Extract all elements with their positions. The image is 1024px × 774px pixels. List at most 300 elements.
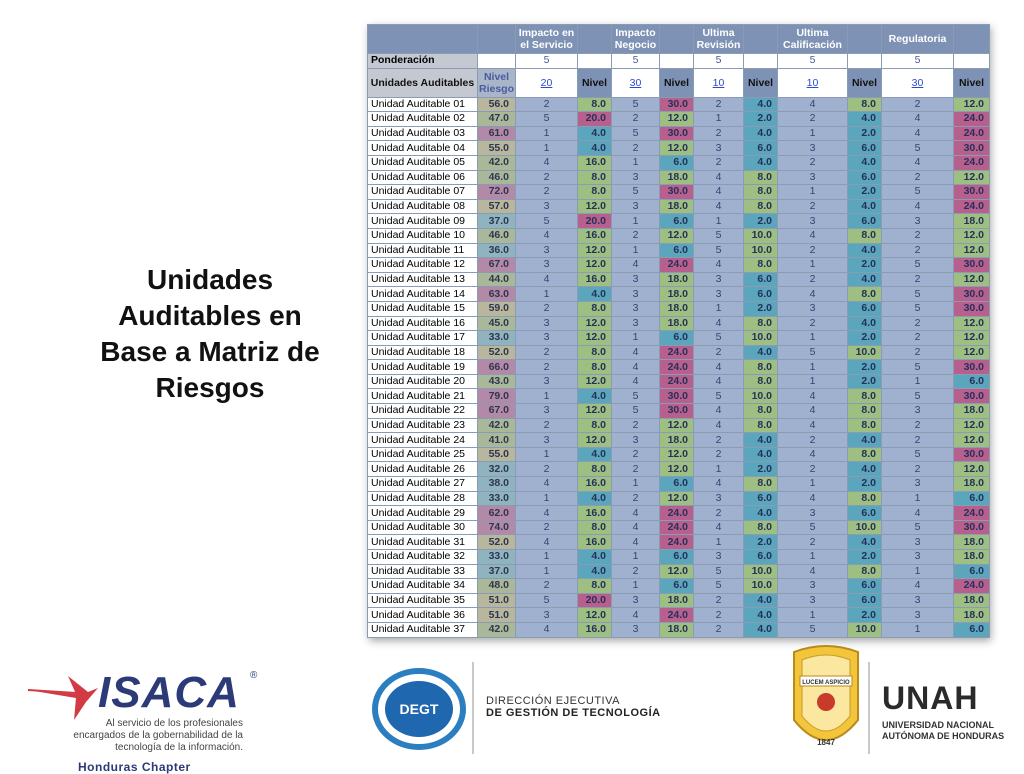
- unit-name: Unidad Auditable 22: [368, 404, 478, 419]
- nivel-cell: 8.0: [848, 447, 882, 462]
- nivel-cell: 2.0: [744, 301, 778, 316]
- nivel-cell: 8.0: [578, 462, 612, 477]
- score-cell: 5: [694, 389, 744, 404]
- unit-name: Unidad Auditable 16: [368, 316, 478, 331]
- score-cell: 5: [612, 97, 660, 112]
- risk-level: 33.0: [478, 331, 516, 346]
- table-row: [368, 389, 990, 404]
- nivel-cell: 4.0: [848, 462, 882, 477]
- risk-level: 52.0: [478, 345, 516, 360]
- nivel-cell: 8.0: [744, 477, 778, 492]
- score-cell: 5: [882, 520, 954, 535]
- isaca-chapter: Honduras Chapter: [78, 760, 191, 774]
- nivel-cell: 6.0: [954, 622, 990, 637]
- nivel-cell: 4.0: [578, 564, 612, 579]
- nivel-cell: 16.0: [578, 506, 612, 521]
- score-cell: 4: [694, 477, 744, 492]
- table-row: [368, 301, 990, 316]
- nivel-cell: 24.0: [660, 506, 694, 521]
- nivel-cell: 30.0: [954, 258, 990, 273]
- score-cell: 2: [778, 272, 848, 287]
- weight-link-text[interactable]: 30: [911, 76, 924, 89]
- score-cell: 4: [694, 258, 744, 273]
- score-cell: 2: [778, 433, 848, 448]
- score-cell: 5: [694, 564, 744, 579]
- degt-text: [486, 695, 661, 719]
- nivel-cell: 12.0: [578, 316, 612, 331]
- tagline-line: tecnología de la información.: [115, 742, 243, 753]
- unit-name: Unidad Auditable 02: [368, 112, 478, 127]
- nivel-cell: 4.0: [848, 155, 882, 170]
- nivel-cell: 4.0: [848, 272, 882, 287]
- score-cell: 3: [778, 141, 848, 156]
- nivel-cell: 12.0: [954, 170, 990, 185]
- nivel-cell: 12.0: [578, 243, 612, 258]
- score-cell: 1: [778, 258, 848, 273]
- score-cell: 5: [516, 112, 578, 127]
- nivel-cell: 30.0: [954, 360, 990, 375]
- score-cell: 2: [694, 608, 744, 623]
- score-cell: 2: [612, 418, 660, 433]
- score-cell: 3: [778, 301, 848, 316]
- blank-cell: [848, 25, 882, 54]
- unit-name: Unidad Auditable 13: [368, 272, 478, 287]
- score-cell: 3: [612, 272, 660, 287]
- nivel-header: Nivel: [848, 68, 882, 97]
- nivel-cell: 18.0: [954, 477, 990, 492]
- score-cell: 1: [778, 185, 848, 200]
- nivel-cell: 12.0: [578, 608, 612, 623]
- risk-matrix-table: [367, 24, 990, 638]
- score-cell: 3: [778, 170, 848, 185]
- score-cell: 1: [694, 112, 744, 127]
- table-row: [368, 345, 990, 360]
- score-cell: 2: [882, 170, 954, 185]
- score-cell: 1: [516, 126, 578, 141]
- score-cell: 4: [694, 360, 744, 375]
- risk-level: 79.0: [478, 389, 516, 404]
- unit-name: Unidad Auditable 27: [368, 477, 478, 492]
- unit-name: Unidad Auditable 23: [368, 418, 478, 433]
- score-cell: 2: [612, 141, 660, 156]
- risk-level: 33.0: [478, 491, 516, 506]
- nivel-cell: 18.0: [954, 535, 990, 550]
- score-cell: 2: [882, 97, 954, 112]
- nivel-cell: 4.0: [848, 243, 882, 258]
- score-cell: 5: [694, 331, 744, 346]
- nivel-cell: 8.0: [848, 491, 882, 506]
- nivel-cell: 12.0: [660, 418, 694, 433]
- nivel-cell: 2.0: [848, 126, 882, 141]
- risk-level: 42.0: [478, 155, 516, 170]
- title-line: Auditables en: [118, 300, 302, 331]
- score-cell: 1: [612, 155, 660, 170]
- nivel-cell: 8.0: [578, 579, 612, 594]
- risk-level: 38.0: [478, 477, 516, 492]
- score-cell: 4: [882, 579, 954, 594]
- unit-name: Unidad Auditable 31: [368, 535, 478, 550]
- nivel-cell: 6.0: [744, 141, 778, 156]
- nivel-cell: 4.0: [578, 126, 612, 141]
- units-header: Unidades Auditables: [368, 68, 478, 97]
- risk-level: 48.0: [478, 579, 516, 594]
- score-cell: 3: [778, 593, 848, 608]
- nivel-cell: 10.0: [848, 520, 882, 535]
- nivel-cell: 2.0: [848, 331, 882, 346]
- nivel-cell: 18.0: [660, 199, 694, 214]
- table-row: [368, 418, 990, 433]
- score-cell: 3: [612, 199, 660, 214]
- risk-level: 43.0: [478, 374, 516, 389]
- seal-motto: LUCEM ASPICIO: [802, 680, 850, 686]
- score-cell: 2: [612, 112, 660, 127]
- score-cell: 4: [778, 97, 848, 112]
- risk-level: 72.0: [478, 185, 516, 200]
- nivel-cell: 12.0: [578, 404, 612, 419]
- score-cell: 3: [882, 214, 954, 229]
- nivel-cell: 12.0: [660, 564, 694, 579]
- group-header-row: [368, 25, 990, 54]
- isaca-wordmark: ISACA: [98, 668, 240, 717]
- score-cell: 5: [882, 360, 954, 375]
- score-cell: 2: [516, 97, 578, 112]
- unit-name: Unidad Auditable 26: [368, 462, 478, 477]
- ponderacion-value: 5: [612, 54, 660, 69]
- score-cell: 2: [694, 433, 744, 448]
- nivel-cell: 8.0: [848, 287, 882, 302]
- weight-link-text[interactable]: 10: [806, 76, 819, 89]
- risk-level: 55.0: [478, 447, 516, 462]
- unit-name: Unidad Auditable 15: [368, 301, 478, 316]
- unit-name: Unidad Auditable 29: [368, 506, 478, 521]
- unit-name: Unidad Auditable 21: [368, 389, 478, 404]
- nivel-cell: 24.0: [954, 579, 990, 594]
- risk-level: 56.0: [478, 97, 516, 112]
- nivel-header: Nivel: [660, 68, 694, 97]
- score-cell: 5: [778, 345, 848, 360]
- nivel-cell: 4.0: [744, 506, 778, 521]
- score-cell: 4: [882, 112, 954, 127]
- nivel-cell: 24.0: [660, 360, 694, 375]
- nivel-cell: 8.0: [744, 170, 778, 185]
- score-cell: 1: [778, 331, 848, 346]
- nivel-cell: 10.0: [744, 389, 778, 404]
- score-cell: 3: [516, 404, 578, 419]
- isaca-tagline: [28, 718, 243, 754]
- risk-level: 57.0: [478, 199, 516, 214]
- risk-level: 55.0: [478, 141, 516, 156]
- table-row: [368, 170, 990, 185]
- score-cell: 1: [778, 360, 848, 375]
- nivel-header: Nivel: [578, 68, 612, 97]
- score-cell: 5: [612, 389, 660, 404]
- nivel-cell: 2.0: [848, 608, 882, 623]
- risk-level: 42.0: [478, 622, 516, 637]
- unah-wordmark: UNAH: [882, 680, 979, 716]
- table-row: [368, 331, 990, 346]
- nivel-cell: 6.0: [744, 287, 778, 302]
- weight-link[interactable]: [612, 68, 660, 97]
- unit-name: Unidad Auditable 17: [368, 331, 478, 346]
- nivel-cell: 8.0: [744, 185, 778, 200]
- nivel-cell: 18.0: [954, 550, 990, 565]
- blank-cell: [954, 25, 990, 54]
- score-cell: 4: [778, 491, 848, 506]
- nivel-cell: 24.0: [954, 199, 990, 214]
- score-cell: 1: [516, 389, 578, 404]
- nivel-cell: 18.0: [660, 593, 694, 608]
- table-row: [368, 374, 990, 389]
- score-cell: 3: [612, 301, 660, 316]
- unit-name: Unidad Auditable 04: [368, 141, 478, 156]
- nivel-cell: 8.0: [578, 418, 612, 433]
- nivel-cell: 6.0: [744, 491, 778, 506]
- score-cell: 1: [612, 331, 660, 346]
- table-row: [368, 433, 990, 448]
- nivel-cell: 20.0: [578, 214, 612, 229]
- score-cell: 2: [882, 272, 954, 287]
- nivel-cell: 24.0: [954, 112, 990, 127]
- score-cell: 1: [882, 564, 954, 579]
- nivel-cell: 12.0: [578, 258, 612, 273]
- score-cell: 2: [516, 360, 578, 375]
- score-cell: 2: [694, 447, 744, 462]
- score-cell: 4: [612, 506, 660, 521]
- nivel-cell: 6.0: [660, 214, 694, 229]
- nivel-cell: 24.0: [954, 155, 990, 170]
- score-cell: 3: [612, 433, 660, 448]
- nivel-cell: 12.0: [954, 97, 990, 112]
- nivel-cell: 6.0: [848, 506, 882, 521]
- score-cell: 1: [778, 374, 848, 389]
- score-cell: 2: [694, 345, 744, 360]
- nivel-cell: 16.0: [578, 155, 612, 170]
- risk-header: Nivel Riesgo: [478, 68, 516, 97]
- score-cell: 1: [516, 491, 578, 506]
- nivel-cell: 4.0: [744, 345, 778, 360]
- blank-cell: [848, 54, 882, 69]
- nivel-cell: 10.0: [848, 622, 882, 637]
- score-cell: 3: [516, 199, 578, 214]
- score-cell: 4: [778, 389, 848, 404]
- score-cell: 2: [694, 126, 744, 141]
- score-cell: 3: [694, 141, 744, 156]
- nivel-cell: 4.0: [578, 389, 612, 404]
- unit-name: Unidad Auditable 12: [368, 258, 478, 273]
- nivel-cell: 12.0: [954, 418, 990, 433]
- score-cell: 2: [516, 462, 578, 477]
- risk-level: 32.0: [478, 462, 516, 477]
- nivel-cell: 18.0: [660, 287, 694, 302]
- ponderacion-value: 5: [694, 54, 744, 69]
- score-cell: 4: [694, 520, 744, 535]
- weight-link[interactable]: [516, 68, 578, 97]
- nivel-cell: 6.0: [660, 550, 694, 565]
- weight-link[interactable]: [882, 68, 954, 97]
- score-cell: 2: [694, 622, 744, 637]
- score-cell: 2: [516, 579, 578, 594]
- score-cell: 3: [694, 550, 744, 565]
- risk-level: 47.0: [478, 112, 516, 127]
- risk-level: 66.0: [478, 360, 516, 375]
- score-cell: 2: [516, 185, 578, 200]
- nivel-cell: 4.0: [744, 433, 778, 448]
- divider: [472, 662, 474, 754]
- nivel-cell: 30.0: [954, 301, 990, 316]
- score-cell: 2: [612, 564, 660, 579]
- nivel-cell: 30.0: [954, 141, 990, 156]
- score-cell: 2: [516, 170, 578, 185]
- footer-logos: [0, 640, 1024, 774]
- score-cell: 1: [882, 374, 954, 389]
- nivel-cell: 30.0: [954, 389, 990, 404]
- score-cell: 4: [612, 520, 660, 535]
- nivel-cell: 12.0: [660, 462, 694, 477]
- score-cell: 4: [612, 374, 660, 389]
- degt-line-2: DE GESTIÓN DE TECNOLOGÍA: [486, 707, 661, 719]
- nivel-cell: 30.0: [954, 447, 990, 462]
- tagline-line: encargados de la gobernabilidad de la: [73, 730, 243, 741]
- blank-cell: [660, 25, 694, 54]
- weight-link-text[interactable]: 10: [712, 76, 725, 89]
- risk-level: 61.0: [478, 126, 516, 141]
- nivel-cell: 8.0: [578, 185, 612, 200]
- nivel-cell: 10.0: [744, 579, 778, 594]
- nivel-cell: 16.0: [578, 535, 612, 550]
- weight-link-text[interactable]: 20: [540, 76, 553, 89]
- score-cell: 3: [516, 243, 578, 258]
- risk-level: 51.0: [478, 593, 516, 608]
- score-cell: 4: [778, 447, 848, 462]
- score-cell: 1: [694, 301, 744, 316]
- blank-cell: [744, 54, 778, 69]
- title-line: Riesgos: [155, 372, 265, 403]
- risk-level: 41.0: [478, 433, 516, 448]
- score-cell: 3: [694, 491, 744, 506]
- nivel-cell: 2.0: [848, 550, 882, 565]
- score-cell: 1: [778, 608, 848, 623]
- ponderacion-label: Ponderación: [368, 54, 478, 69]
- blank-cell: [478, 54, 516, 69]
- nivel-cell: 12.0: [954, 345, 990, 360]
- score-cell: 4: [694, 404, 744, 419]
- column-header-row: [368, 68, 990, 97]
- nivel-cell: 20.0: [578, 112, 612, 127]
- score-cell: 2: [612, 228, 660, 243]
- registered-mark: ®: [250, 670, 258, 681]
- risk-level: 67.0: [478, 258, 516, 273]
- score-cell: 4: [516, 272, 578, 287]
- nivel-header: Nivel: [954, 68, 990, 97]
- score-cell: 2: [882, 345, 954, 360]
- title-line: Unidades: [146, 264, 274, 295]
- score-cell: 2: [612, 447, 660, 462]
- nivel-cell: 4.0: [848, 535, 882, 550]
- ponderacion-row: [368, 54, 990, 69]
- score-cell: 1: [778, 477, 848, 492]
- unah-sub-line: UNIVERSIDAD NACIONAL: [882, 720, 995, 730]
- score-cell: 2: [778, 243, 848, 258]
- nivel-cell: 30.0: [954, 287, 990, 302]
- unit-name: Unidad Auditable 28: [368, 491, 478, 506]
- unit-name: Unidad Auditable 37: [368, 622, 478, 637]
- weight-link[interactable]: [694, 68, 744, 97]
- unit-name: Unidad Auditable 34: [368, 579, 478, 594]
- nivel-cell: 4.0: [848, 316, 882, 331]
- score-cell: 2: [882, 433, 954, 448]
- nivel-header: Nivel: [744, 68, 778, 97]
- table-row: [368, 579, 990, 594]
- score-cell: 5: [694, 579, 744, 594]
- nivel-cell: 30.0: [954, 520, 990, 535]
- nivel-cell: 18.0: [954, 608, 990, 623]
- table-row: [368, 185, 990, 200]
- nivel-cell: 4.0: [744, 622, 778, 637]
- score-cell: 4: [516, 228, 578, 243]
- score-cell: 1: [778, 550, 848, 565]
- table-row: [368, 97, 990, 112]
- nivel-cell: 16.0: [578, 272, 612, 287]
- nivel-cell: 8.0: [578, 345, 612, 360]
- score-cell: 2: [882, 243, 954, 258]
- ponderacion-value: 5: [882, 54, 954, 69]
- unit-name: Unidad Auditable 10: [368, 228, 478, 243]
- nivel-cell: 4.0: [578, 447, 612, 462]
- risk-level: 63.0: [478, 287, 516, 302]
- table-row: [368, 593, 990, 608]
- table-row: [368, 608, 990, 623]
- nivel-cell: 20.0: [578, 593, 612, 608]
- score-cell: 3: [882, 608, 954, 623]
- score-cell: 1: [516, 564, 578, 579]
- degt-line-1: DIRECCIÓN EJECUTIVA: [486, 695, 620, 707]
- risk-level: 46.0: [478, 228, 516, 243]
- score-cell: 2: [694, 97, 744, 112]
- score-cell: 5: [882, 301, 954, 316]
- nivel-cell: 6.0: [744, 272, 778, 287]
- nivel-cell: 16.0: [578, 622, 612, 637]
- unit-name: Unidad Auditable 05: [368, 155, 478, 170]
- group-header-servicio: Impacto en el Servicio: [516, 25, 578, 54]
- nivel-cell: 8.0: [744, 404, 778, 419]
- risk-level: 45.0: [478, 316, 516, 331]
- score-cell: 3: [516, 374, 578, 389]
- score-cell: 1: [516, 447, 578, 462]
- nivel-cell: 8.0: [744, 374, 778, 389]
- weight-link[interactable]: [778, 68, 848, 97]
- nivel-cell: 6.0: [660, 243, 694, 258]
- nivel-cell: 10.0: [744, 243, 778, 258]
- score-cell: 4: [778, 228, 848, 243]
- score-cell: 3: [778, 214, 848, 229]
- score-cell: 1: [612, 550, 660, 565]
- score-cell: 3: [516, 433, 578, 448]
- unah-subtitle: [882, 720, 1004, 742]
- unit-name: Unidad Auditable 06: [368, 170, 478, 185]
- unit-name: Unidad Auditable 36: [368, 608, 478, 623]
- nivel-cell: 8.0: [578, 360, 612, 375]
- weight-link-text[interactable]: 30: [629, 76, 642, 89]
- score-cell: 5: [778, 622, 848, 637]
- nivel-cell: 4.0: [848, 433, 882, 448]
- unit-name: Unidad Auditable 30: [368, 520, 478, 535]
- score-cell: 4: [882, 199, 954, 214]
- score-cell: 2: [516, 418, 578, 433]
- score-cell: 5: [778, 520, 848, 535]
- nivel-cell: 18.0: [660, 170, 694, 185]
- score-cell: 4: [612, 258, 660, 273]
- nivel-cell: 6.0: [848, 593, 882, 608]
